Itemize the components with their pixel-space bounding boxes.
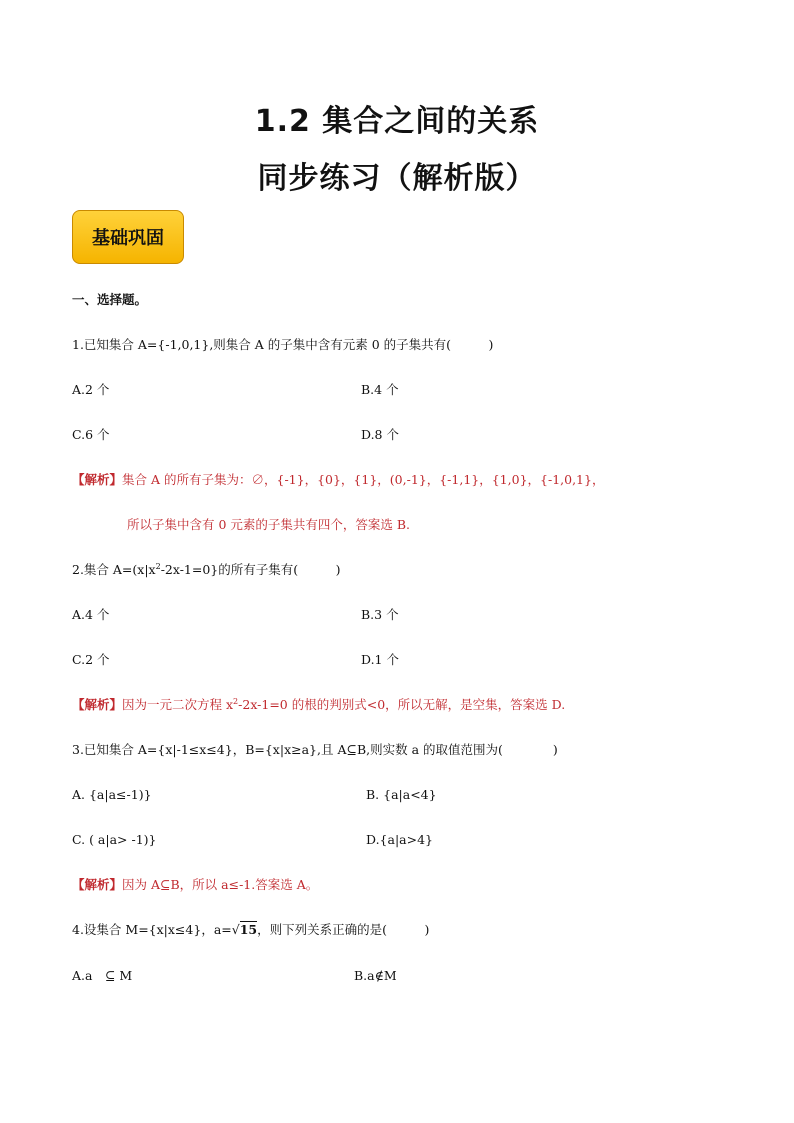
question-3-stem: 3.已知集合 A={x|-1≤x≤4}，B={x|x≥a},且 A⊆B,则实数 a 的取值范围为( ) [72, 742, 558, 757]
question-3-option-a: A. {a|a≤-1)} [72, 787, 152, 802]
question-4-option-b: B.a∉M [354, 968, 397, 983]
page-title-line1: 1.2 集合之间的关系 [254, 104, 540, 139]
superscript: 2 [233, 697, 239, 706]
question-1-analysis [72, 472, 604, 488]
question-1-stem: 1.已知集合 A={-1,0,1},则集合 A 的子集中含有元素 0 的子集共有( ) [72, 337, 494, 352]
question-2-stem [72, 562, 341, 578]
question-2-option-d: D.1 个 [361, 652, 399, 667]
question-3-option-b: B. {a|a<4} [366, 787, 437, 802]
stem-text: 2.集合 A=(x|x [72, 562, 156, 577]
analysis-text: -2x-1=0 的根的判别式<0，所以无解，是空集，答案选 D. [238, 697, 566, 712]
stem-text: -2x-1=0}的所有子集有( ) [160, 562, 341, 577]
superscript: 2 [155, 562, 161, 571]
section-heading: 一、选择题。 [72, 292, 148, 307]
analysis-text: 因为 A⊆B，所以 a≤-1.答案选 A。 [122, 877, 319, 892]
sqrt-radicand: 15 [239, 922, 258, 937]
question-4-option-a: A.a ⊆ M [72, 968, 133, 983]
analysis-text: 集合 A 的所有子集为：∅，{-1}，{0}，{1}，(0,-1}，{-1,1}，{1,0}，{-1,0,1}， [122, 472, 605, 487]
sqrt-sign: √ [231, 922, 240, 937]
stem-text: ，则下列关系正确的是( ) [257, 922, 430, 937]
analysis-tag: 【解析】 [72, 697, 123, 712]
analysis-tag: 【解析】 [72, 877, 123, 892]
question-2-option-b: B.3 个 [361, 607, 399, 622]
question-2-option-c: C.2 个 [72, 652, 110, 667]
stem-text: 4.设集合 M={x|x≤4}，a= [72, 922, 232, 937]
question-1-option-d: D.8 个 [361, 427, 399, 442]
question-3-analysis [72, 877, 318, 893]
question-3-option-d: D.{a|a>4} [366, 832, 433, 847]
question-2-analysis [72, 697, 565, 713]
section-badge: 基础巩固 [72, 210, 184, 264]
question-4-stem [72, 922, 429, 938]
question-3-option-c: C. ( a|a> -1)} [72, 832, 157, 847]
analysis-tag: 【解析】 [72, 472, 123, 487]
analysis-text: 因为一元二次方程 x [122, 697, 234, 712]
question-1-option-b: B.4 个 [361, 382, 399, 397]
question-2-option-a: A.4 个 [72, 607, 110, 622]
question-1-analysis-cont: 所以子集中含有 0 元素的子集共有四个，答案选 B. [127, 517, 411, 532]
question-1-option-a: A.2 个 [72, 382, 110, 397]
question-1-option-c: C.6 个 [72, 427, 110, 442]
page-title-line2: 同步练习（解析版） [257, 161, 537, 196]
